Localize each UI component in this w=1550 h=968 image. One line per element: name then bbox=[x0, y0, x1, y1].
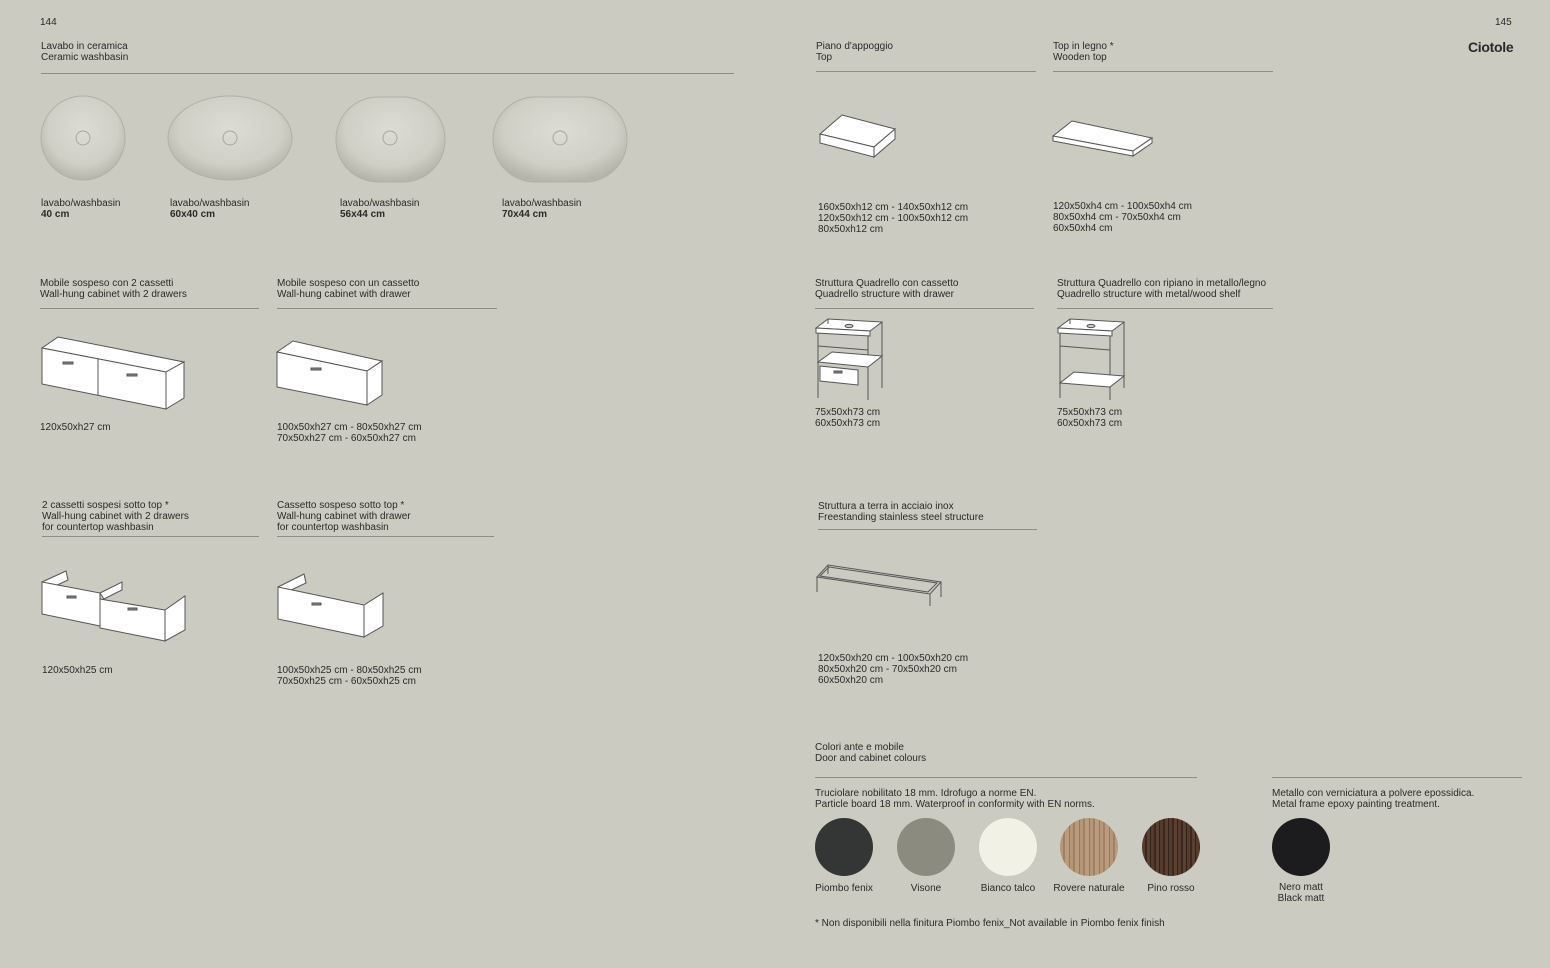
washbasin-heading: Lavabo in ceramica Ceramic washbasin bbox=[41, 41, 129, 63]
swatch-label: Rovere naturale bbox=[1053, 883, 1125, 894]
divider bbox=[1057, 308, 1273, 309]
particle-board-text: Truciolare nobilitato 18 mm. Idrofugo a norme EN. Particle board 18 mm. Waterproof in conformity with EN norms. bbox=[815, 788, 1095, 810]
swatch-label: Piombo fenix bbox=[815, 883, 873, 894]
cabinet-2-drawers-drawing bbox=[42, 337, 184, 409]
divider bbox=[815, 777, 1197, 778]
swatch-pino-rosso bbox=[1142, 818, 1200, 876]
cabinet-1-drawer-sizes: 100x50xh27 cm - 80x50xh27 cm 70x50xh27 cm - 60x50xh27 cm bbox=[277, 422, 422, 444]
washbasin-label: lavabo/washbasin 56x44 cm bbox=[340, 198, 420, 220]
wooden-top-sizes: 120x50xh4 cm - 100x50xh4 cm 80x50xh4 cm - 70x50xh4 cm 60x50xh4 cm bbox=[1053, 201, 1192, 234]
under-top-1-drawer-sizes: 100x50xh25 cm - 80x50xh25 cm 70x50xh25 cm - 60x50xh25 cm bbox=[277, 665, 422, 687]
swatch-label: Visone bbox=[910, 883, 942, 894]
divider bbox=[1053, 71, 1273, 72]
swatch-rovere-naturale bbox=[1060, 818, 1118, 876]
swatch-label: Nero matt Black matt bbox=[1277, 882, 1325, 904]
steel-structure-sizes: 120x50xh20 cm - 100x50xh20 cm 80x50xh20 cm - 70x50xh20 cm 60x50xh20 cm bbox=[818, 653, 969, 686]
quadrello-shelf-heading: Struttura Quadrello con ripiano in metallo/legno Quadrello structure with metal/wood shelf bbox=[1057, 278, 1267, 300]
washbasin-oval-70x44 bbox=[493, 97, 627, 182]
washbasin-oval-60x40 bbox=[168, 96, 292, 180]
brand-logo: Ciotole bbox=[1468, 39, 1514, 55]
page-number-left: 144 bbox=[40, 17, 57, 28]
wooden-top-drawing bbox=[1053, 121, 1152, 156]
washbasin-oval-56x44 bbox=[336, 97, 445, 182]
quadrello-shelf-sizes: 75x50xh73 cm 60x50xh73 cm bbox=[1057, 407, 1123, 429]
divider bbox=[277, 308, 497, 309]
under-top-1-drawer-drawing bbox=[278, 574, 383, 637]
quadrello-drawer-sizes: 75x50xh73 cm 60x50xh73 cm bbox=[815, 407, 881, 429]
under-top-2-drawers-heading: 2 cassetti sospesi sotto top * Wall-hung cabinet with 2 drawers for countertop washbasin bbox=[42, 500, 189, 533]
washbasin-label: lavabo/washbasin 70x44 cm bbox=[502, 198, 582, 220]
divider bbox=[277, 536, 494, 537]
colours-heading: Colori ante e mobile Door and cabinet colours bbox=[815, 742, 927, 764]
under-top-2-drawers-drawing bbox=[42, 571, 185, 641]
cabinet-2-drawers-sizes: 120x50xh27 cm bbox=[40, 422, 111, 433]
page-number-right: 145 bbox=[1495, 17, 1512, 28]
swatch-piombo-fenix bbox=[815, 818, 873, 876]
quadrello-drawer-drawing bbox=[816, 319, 882, 400]
cabinet-2-drawers-heading: Mobile sospeso con 2 cassetti Wall-hung cabinet with 2 drawers bbox=[40, 278, 187, 300]
washbasin-round-40 bbox=[41, 96, 125, 180]
quadrello-shelf-drawing bbox=[1058, 319, 1124, 400]
divider bbox=[41, 73, 734, 74]
under-top-2-drawers-sizes: 120x50xh25 cm bbox=[42, 665, 113, 676]
swatch-label: Bianco talco bbox=[980, 883, 1036, 894]
top-heading: Piano d'appoggio Top bbox=[816, 41, 893, 63]
divider bbox=[1272, 777, 1522, 778]
cabinet-1-drawer-drawing bbox=[277, 341, 382, 405]
quadrello-drawer-heading: Struttura Quadrello con cassetto Quadrello structure with drawer bbox=[815, 278, 959, 300]
divider bbox=[40, 308, 259, 309]
divider bbox=[816, 71, 1036, 72]
top-drawing bbox=[820, 115, 895, 157]
divider bbox=[815, 308, 1034, 309]
swatch-bianco-talco bbox=[979, 818, 1037, 876]
washbasin-label: lavabo/washbasin 60x40 cm bbox=[170, 198, 250, 220]
under-top-1-drawer-heading: Cassetto sospeso sotto top * Wall-hung cabinet with drawer for countertop washbasin bbox=[277, 500, 411, 533]
swatch-label: Pino rosso bbox=[1147, 883, 1195, 894]
footnote: * Non disponibili nella finitura Piombo fenix_Not available in Piombo fenix finish bbox=[815, 918, 1165, 929]
divider bbox=[818, 529, 1037, 530]
swatch-visone bbox=[897, 818, 955, 876]
cabinet-1-drawer-heading: Mobile sospeso con un cassetto Wall-hung cabinet with drawer bbox=[277, 278, 420, 300]
steel-structure-drawing bbox=[0, 0, 1, 1]
steel-structure-heading: Struttura a terra in acciaio inox Freestanding stainless steel structure bbox=[818, 501, 984, 523]
divider bbox=[42, 536, 259, 537]
wooden-top-heading: Top in legno * Wooden top bbox=[1053, 41, 1114, 63]
top-sizes: 160x50xh12 cm - 140x50xh12 cm 120x50xh12 cm - 100x50xh12 cm 80x50xh12 cm bbox=[818, 202, 969, 235]
washbasin-label: lavabo/washbasin 40 cm bbox=[41, 198, 121, 220]
swatch-nero-matt bbox=[1272, 818, 1330, 876]
metal-frame-text: Metallo con verniciatura a polvere epossidica. Metal frame epoxy painting treatment. bbox=[1272, 788, 1475, 810]
